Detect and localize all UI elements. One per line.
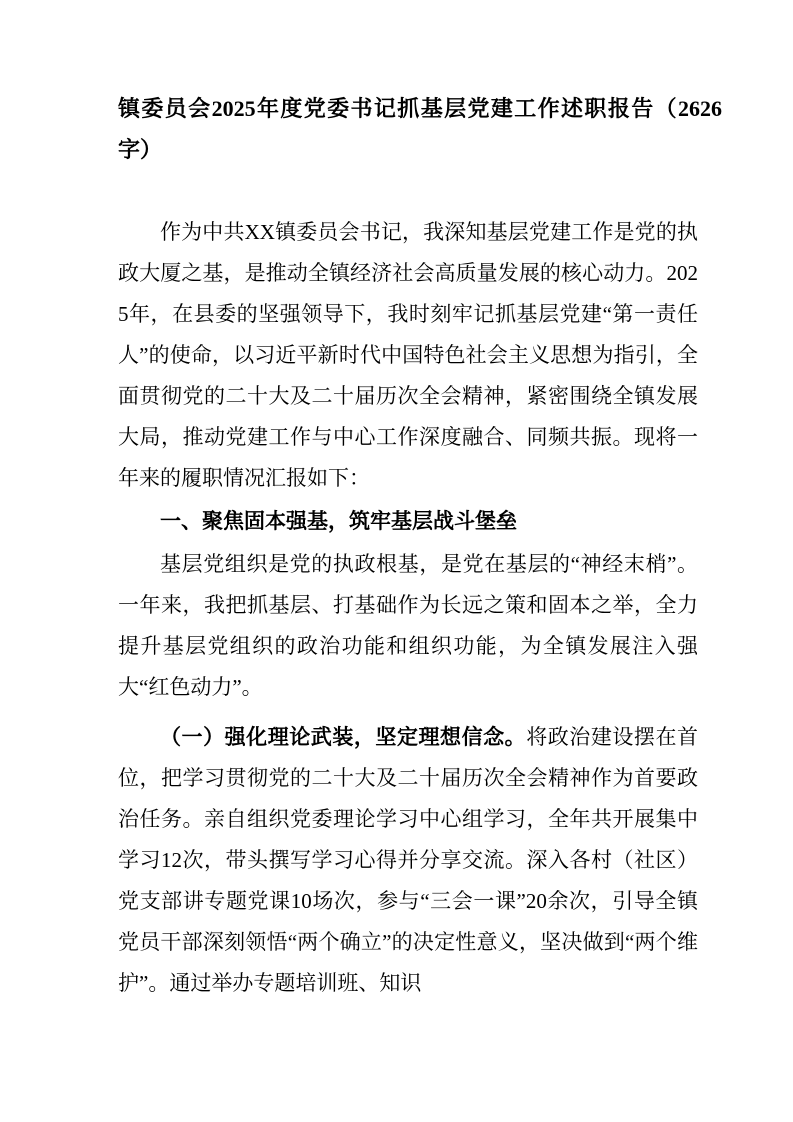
section-1-heading: 一、聚焦固本强基，筑牢基层战斗堡垒 [160, 509, 517, 533]
sub-item-1-text: 将政治建设摆在首位，把学习贯彻党的二十大及二十届历次全会精神作为首要政治任务。亲自组织党委理论学习中心组学习，全年共开展集中学习12次，带头撰写学习心得并分享交流。深入各村（社区）党支部讲专题党课10场次，参与“三会一课”20余次，引导全镇党员干部深刻领悟“两个确立”的决定性意义，坚决做到“两个维护”。通过举办专题培训班、知识 [118, 725, 699, 995]
paragraph-sub-item-1 [118, 717, 698, 1004]
document-title: 镇委员会2025年度党委书记抓基层党建工作述职报告（2626字） [118, 96, 722, 162]
paragraph-section-1-intro: 基层党组织是党的执政根基，是党在基层的“神经末梢”。一年来，我把抓基层、打基础作为长远之策和固本之举，全力提升基层党组织的政治功能和组织功能，为全镇发展注入强大“红色动力”。 [118, 552, 698, 699]
paragraph-intro: 作为中共XX镇委员会书记，我深知基层党建工作是党的执政大厦之基，是推动全镇经济社会高质量发展的核心动力。2025年，在县委的坚强领导下，我时刻牢记抓基层党建“第一责任人”的使命，以习近平新时代中国特色社会主义思想为指引，全面贯彻党的二十大及二十届历次全会精神，紧密围绕全镇发展大局，推动党建工作与中心工作深度融合、同频共振。现将一年来的履职情况汇报如下： [118, 220, 698, 490]
sub-item-1-heading: （一）强化理论武装，坚定理想信念。 [160, 725, 527, 749]
